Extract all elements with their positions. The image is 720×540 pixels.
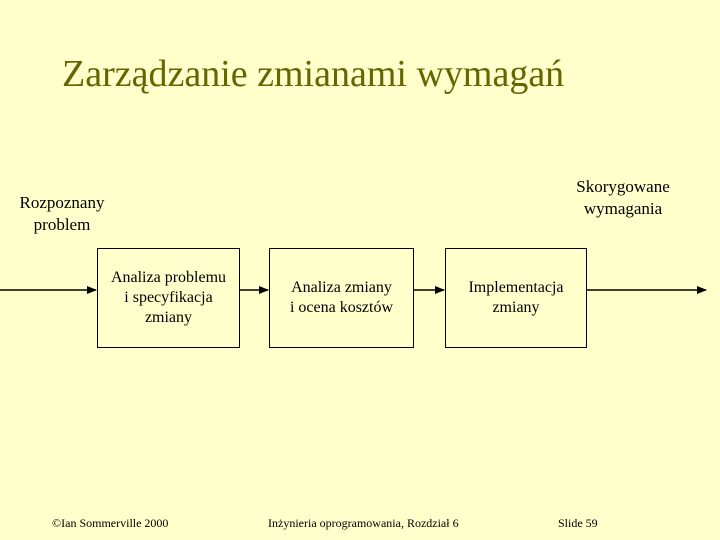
process-box-implementation: Implementacja zmiany (445, 248, 587, 348)
input-label: Rozpoznany problem (19, 193, 105, 234)
process-box-change-analysis: Analiza zmiany i ocena kosztów (269, 248, 414, 348)
slide-title: Zarządzanie zmianami wymagań (62, 53, 565, 95)
process-box-problem-analysis: Analiza problemu i specyfikacja zmiany (97, 248, 240, 348)
footer-course: Inżynieria oprogramowania, Rozdział 6 (268, 516, 459, 530)
output-label: Skorygowane wymagania (576, 177, 670, 218)
footer-copyright: ©Ian Sommerville 2000 (52, 516, 169, 530)
footer-slide-number: Slide 59 (558, 516, 598, 530)
